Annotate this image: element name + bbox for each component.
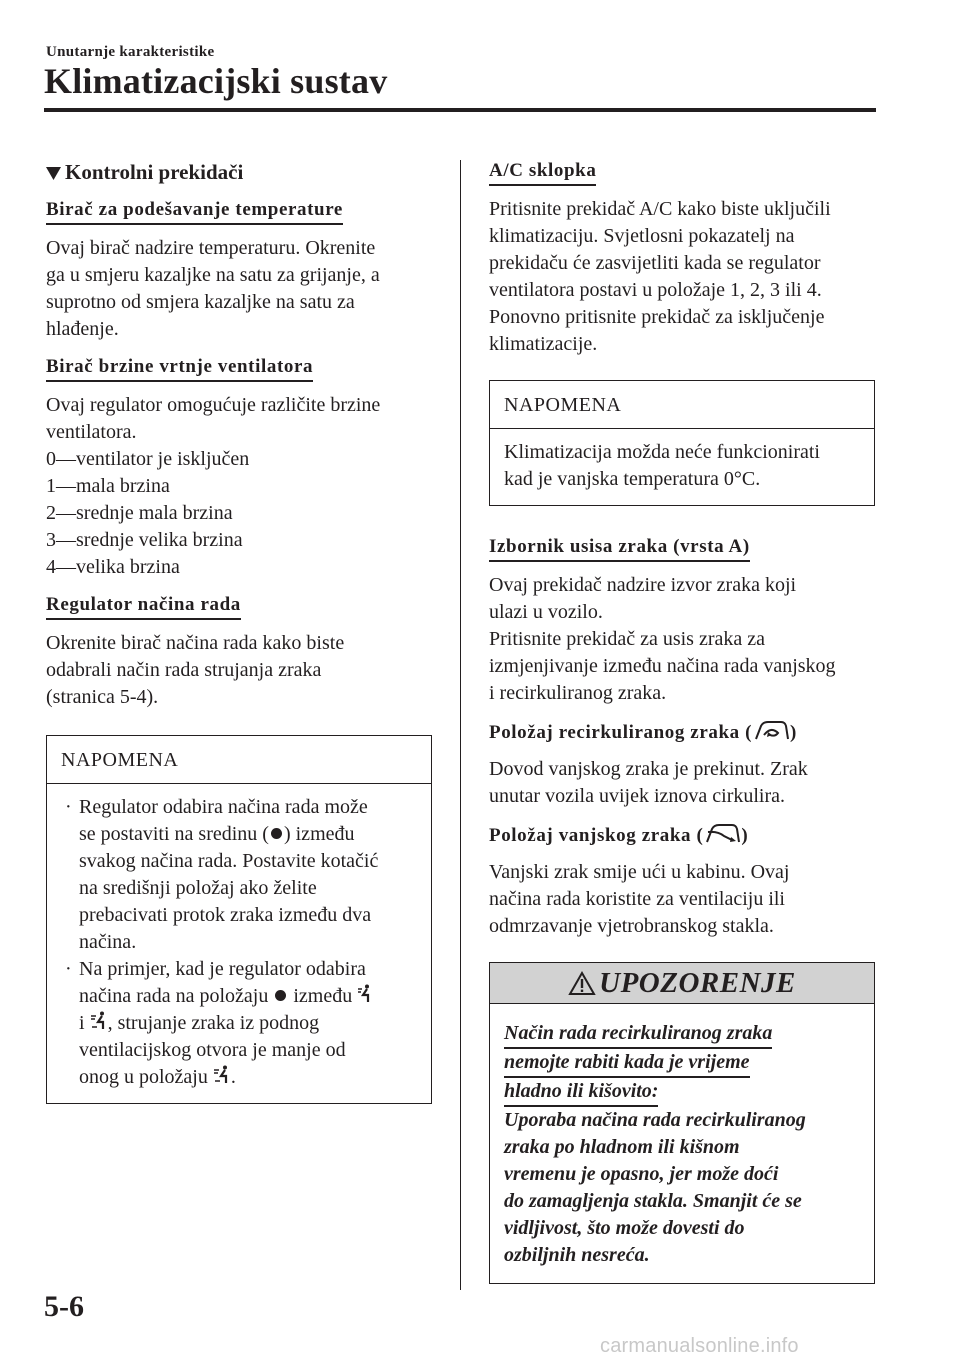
- section-heading: [46, 160, 432, 185]
- text-line: Ovaj birač nadzire temperaturu. Okrenite: [46, 237, 376, 259]
- text-line: odabrali način rada strujanja zraka: [46, 659, 322, 681]
- note-body: [490, 429, 874, 505]
- watermark: carmanualsonline.info: [600, 1335, 799, 1357]
- text-line: Okrenite birač načina rada kako biste: [46, 632, 345, 654]
- text-line: ulazi u vozilo.: [489, 601, 603, 623]
- note-title: NAPOMENA: [490, 381, 874, 429]
- text-line: ozbiljnih nesreća.: [504, 1244, 650, 1266]
- warning-title: UPOZORENJE: [599, 967, 796, 999]
- text-line: ventilatora.: [46, 421, 137, 443]
- outside-air-icon: [704, 823, 740, 845]
- text-line: Ponovno pritisnite prekidač za isključenje: [489, 306, 825, 328]
- text-segment: ): [790, 722, 797, 743]
- text-line: [79, 1064, 417, 1091]
- text-segment: između: [293, 985, 353, 1007]
- text-segment: onog u položaju: [79, 1066, 208, 1088]
- text-line: klimatizacije.: [489, 333, 598, 355]
- note-bullet-2: [61, 956, 417, 1091]
- right-column: [489, 160, 875, 1284]
- warning-underlined-text: nemojte rabiti kada je vrijeme: [504, 1049, 750, 1078]
- chapter-title: Klimatizacijski sustav: [44, 61, 388, 101]
- text-segment: ) između: [283, 823, 355, 845]
- recirculate-air-icon: [753, 720, 789, 742]
- fan-speed-0: 0—ventilator je isključen: [46, 448, 250, 470]
- text-line: Ovaj regulator omogućuje različite brzine: [46, 394, 381, 416]
- fan-speed-1: 1—mala brzina: [46, 475, 170, 497]
- mode-selector-text: [46, 630, 432, 711]
- text-segment: i: [79, 1012, 85, 1034]
- text-line: Regulator odabira načina rada može: [79, 796, 368, 818]
- face-vent-mode-icon: [357, 984, 373, 1004]
- text-line: Pritisnite prekidač za usis zraka za: [489, 628, 765, 650]
- text-line: unutar vozila uvijek iznova cirkulira.: [489, 785, 786, 807]
- outside-position-text: [489, 859, 875, 940]
- text-line: ventilacijskog otvora je manje od: [79, 1039, 346, 1061]
- recirc-position-heading: [489, 720, 875, 744]
- text-line: [504, 1020, 860, 1049]
- text-line: [79, 1010, 417, 1037]
- fan-speed-3: 3—srednje velika brzina: [46, 529, 243, 551]
- header-rule: [44, 108, 876, 112]
- warning-body: [490, 1004, 874, 1283]
- text-line: prebacivati protok zraka između dva: [79, 904, 372, 926]
- text-line: [504, 1078, 860, 1107]
- temp-selector-title: Birač za podešavanje temperature: [46, 199, 343, 225]
- text-line: [79, 821, 417, 848]
- text-line: [79, 983, 417, 1010]
- temp-selector-text: [46, 235, 432, 343]
- text-line: Pritisnite prekidač A/C kako biste uključili: [489, 198, 831, 220]
- ac-switch-title: A/C sklopka: [489, 160, 596, 186]
- section-label: Unutarnje karakteristike: [46, 44, 215, 60]
- column-divider: [460, 160, 461, 1290]
- text-segment: se postaviti na sredinu (: [79, 823, 269, 845]
- note-box-right: [489, 380, 875, 506]
- bi-level-mode-icon: [213, 1065, 231, 1085]
- text-segment: Položaj recirkuliranog zraka (: [489, 722, 753, 743]
- text-line: Uporaba načina rada recirkuliranog: [504, 1109, 806, 1131]
- note-bullet-1: [61, 794, 417, 956]
- text-line: do zamagljenja stakla. Smanjit će se: [504, 1190, 802, 1212]
- text-segment: , strujanje zraka iz podnog: [107, 1012, 320, 1034]
- fan-speed-4: 4—velika brzina: [46, 556, 180, 578]
- center-position-icon: [271, 828, 282, 839]
- text-line: (stranica 5-4).: [46, 686, 159, 708]
- mode-selector-title: Regulator načina rada: [46, 594, 241, 620]
- warning-underlined-text: Način rada recirkuliranog zraka: [504, 1020, 772, 1049]
- note-body: [47, 784, 431, 1103]
- bullet-dot: ·: [65, 796, 72, 818]
- text-segment: načina rada na položaju: [79, 985, 269, 1007]
- recirc-position-text: [489, 756, 875, 810]
- text-line: suprotno od smjera kazaljke na satu za: [46, 291, 355, 313]
- text-line: Klimatizacija možda neće funkcionirati: [504, 441, 820, 463]
- ac-switch-text: [489, 196, 875, 358]
- text-segment: Položaj vanjskog zraka (: [489, 825, 704, 846]
- text-line: prekidaču će zasvijetliti kada se regulator: [489, 252, 821, 274]
- center-position-icon: [275, 990, 286, 1001]
- text-segment: .: [230, 1066, 236, 1088]
- text-line: načina rada koristite za ventilaciju ili: [489, 888, 785, 910]
- warning-header: [490, 963, 874, 1004]
- text-line: [504, 1049, 860, 1078]
- text-line: svakog načina rada. Postavite kotačić: [79, 850, 379, 872]
- text-line: ventilatora postavi u položaje 1, 2, 3 ili 4.: [489, 279, 822, 301]
- text-line: ga u smjeru kazaljke na satu za grijanje, a: [46, 264, 380, 286]
- fan-speed-2: 2—srednje mala brzina: [46, 502, 233, 524]
- text-line: zraka po hladnom ili kišnom: [504, 1136, 740, 1158]
- triangle-down-icon: [46, 166, 61, 180]
- warning-box: [489, 962, 875, 1284]
- bi-level-mode-icon: [90, 1011, 108, 1031]
- text-line: izmjenjivanje između načina rada vanjskog: [489, 655, 836, 677]
- section-heading-text: Kontrolni prekidači: [65, 160, 244, 184]
- text-line: vremenu je opasno, jer može doći: [504, 1163, 779, 1185]
- text-line: hlađenje.: [46, 318, 119, 340]
- note-box-left: [46, 735, 432, 1104]
- text-line: Na primjer, kad je regulator odabira: [79, 958, 366, 980]
- text-line: i recirkuliranog zraka.: [489, 682, 667, 704]
- text-line: vidljivost, što može dovesti do: [504, 1217, 745, 1239]
- page-number: 5-6: [44, 1290, 84, 1323]
- text-line: na središnji položaj ako želite: [79, 877, 317, 899]
- left-column: [46, 160, 432, 1126]
- air-intake-text: [489, 572, 875, 707]
- text-line: Vanjski zrak smije ući u kabinu. Ovaj: [489, 861, 790, 883]
- text-line: Ovaj prekidač nadzire izvor zraka koji: [489, 574, 797, 596]
- text-segment: ): [741, 825, 749, 846]
- air-intake-title: Izbornik usisa zraka (vrsta A): [489, 536, 750, 562]
- bullet-dot: ·: [65, 958, 72, 980]
- text-line: kad je vanjska temperatura 0°C.: [504, 468, 761, 490]
- fan-speed-text: [46, 392, 432, 581]
- text-line: odmrzavanje vjetrobranskog stakla.: [489, 915, 774, 937]
- outside-position-heading: [489, 823, 875, 847]
- text-line: klimatizaciju. Svjetlosni pokazatelj na: [489, 225, 795, 247]
- fan-speed-title: Birač brzine vrtnje ventilatora: [46, 356, 313, 382]
- text-line: načina.: [79, 931, 137, 953]
- text-line: Dovod vanjskog zraka je prekinut. Zrak: [489, 758, 808, 780]
- note-title: NAPOMENA: [47, 736, 431, 784]
- warning-underlined-text: hladno ili kišovito:: [504, 1078, 658, 1107]
- warning-triangle-icon: [568, 971, 596, 996]
